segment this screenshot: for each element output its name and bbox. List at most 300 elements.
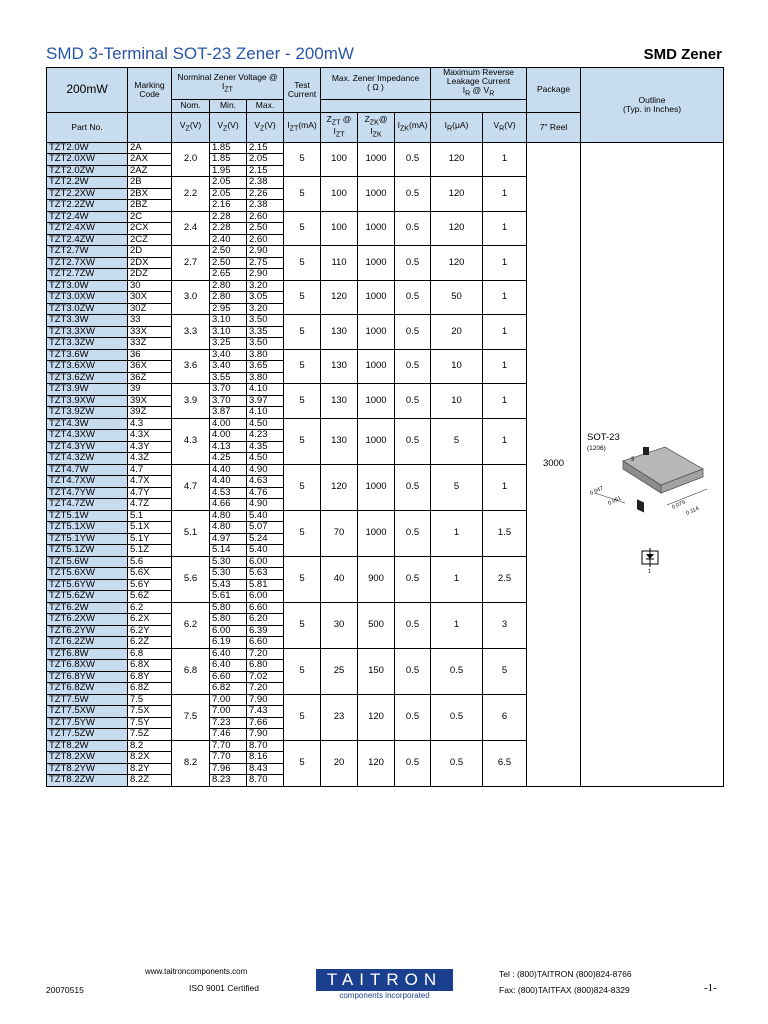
min-voltage-cell: 5.43 bbox=[210, 579, 247, 591]
nominal-voltage-cell: 2.7 bbox=[172, 246, 210, 281]
outline-cell bbox=[581, 142, 724, 786]
min-voltage-cell: 5.80 bbox=[210, 614, 247, 626]
min-voltage-cell: 4.00 bbox=[210, 418, 247, 430]
marking-code-cell: 6.2Y bbox=[128, 625, 172, 637]
marking-code-cell: 33X bbox=[128, 326, 172, 338]
max-voltage-cell: 5.24 bbox=[247, 533, 284, 545]
zener-symbol-icon bbox=[639, 548, 661, 574]
part-number-cell: TZT3.6XW bbox=[47, 361, 128, 373]
marking-code-cell: 6.8Z bbox=[128, 683, 172, 695]
ir-cell: 10 bbox=[431, 349, 483, 384]
part-number-cell: TZT6.8ZW bbox=[47, 683, 128, 695]
zzk-cell: 500 bbox=[358, 602, 395, 648]
max-voltage-cell: 3.50 bbox=[247, 315, 284, 327]
zzk-unit: $Z_{ZK}@$ $I_{ZK}$ bbox=[358, 112, 395, 142]
max-voltage-cell: 4.63 bbox=[247, 476, 284, 488]
marking-code-cell: 36 bbox=[128, 349, 172, 361]
vr-cell: 1 bbox=[483, 349, 527, 384]
part-number-cell: TZT5.6W bbox=[47, 556, 128, 568]
zzt-unit: $Z_{ZT}$ @ $I_{ZT}$ bbox=[321, 112, 358, 142]
marking-code-cell: 5.6Z bbox=[128, 591, 172, 603]
part-number-cell: TZT8.2ZW bbox=[47, 775, 128, 787]
max-voltage-cell: 2.26 bbox=[247, 188, 284, 200]
marking-code-cell: 4.7X bbox=[128, 476, 172, 488]
nominal-voltage-cell: 5.6 bbox=[172, 556, 210, 602]
zzk-cell: 1000 bbox=[358, 418, 395, 464]
part-number-cell: TZT2.7W bbox=[47, 246, 128, 258]
marking-code-cell: 2DX bbox=[128, 257, 172, 269]
vr-cell: 1 bbox=[483, 280, 527, 315]
max-voltage-cell: 3.35 bbox=[247, 326, 284, 338]
zzk-cell: 120 bbox=[358, 740, 395, 786]
marking-code-cell: 4.3 bbox=[128, 418, 172, 430]
zzt-cell: 100 bbox=[321, 177, 358, 212]
max-voltage-cell: 6.80 bbox=[247, 660, 284, 672]
izk-cell: 0.5 bbox=[395, 246, 431, 281]
vr-cell: 1 bbox=[483, 211, 527, 246]
nominal-voltage-cell: 8.2 bbox=[172, 740, 210, 786]
nominal-voltage-cell: 7.5 bbox=[172, 694, 210, 740]
izk-cell: 0.5 bbox=[395, 349, 431, 384]
part-number-cell: TZT3.0ZW bbox=[47, 303, 128, 315]
part-number-cell: TZT6.2ZW bbox=[47, 637, 128, 649]
part-number-cell: TZT8.2W bbox=[47, 740, 128, 752]
min-voltage-cell: 4.97 bbox=[210, 533, 247, 545]
part-number-cell: TZT2.0ZW bbox=[47, 165, 128, 177]
min-voltage-cell: 3.10 bbox=[210, 326, 247, 338]
izk-cell: 0.5 bbox=[395, 211, 431, 246]
min-voltage-cell: 2.40 bbox=[210, 234, 247, 246]
marking-code-cell: 2D bbox=[128, 246, 172, 258]
marking-code-cell: 2CZ bbox=[128, 234, 172, 246]
max-header: Max. bbox=[247, 99, 284, 112]
part-number-cell: TZT6.2XW bbox=[47, 614, 128, 626]
part-number-cell: TZT8.2YW bbox=[47, 763, 128, 775]
izk-cell: 0.5 bbox=[395, 177, 431, 212]
min-voltage-cell: 3.10 bbox=[210, 315, 247, 327]
min-voltage-cell: 4.40 bbox=[210, 476, 247, 488]
test-current-cell: 5 bbox=[284, 246, 321, 281]
part-number-cell: TZT6.8W bbox=[47, 648, 128, 660]
marking-code-cell: 30 bbox=[128, 280, 172, 292]
part-number-cell: TZT4.3XW bbox=[47, 430, 128, 442]
footer-iso: ISO 9001 Certified bbox=[189, 983, 259, 993]
zzk-cell: 120 bbox=[358, 694, 395, 740]
vr-cell: 1 bbox=[483, 315, 527, 350]
marking-code-cell: 4.7Z bbox=[128, 499, 172, 511]
max-voltage-cell: 7.90 bbox=[247, 729, 284, 741]
impedance-spacer bbox=[321, 99, 431, 112]
vr-cell: 6.5 bbox=[483, 740, 527, 786]
min-voltage-cell: 7.00 bbox=[210, 694, 247, 706]
part-number-cell: TZT3.6W bbox=[47, 349, 128, 361]
zzk-cell: 1000 bbox=[358, 142, 395, 177]
max-voltage-cell: 2.90 bbox=[247, 269, 284, 281]
min-voltage-cell: 3.25 bbox=[210, 338, 247, 350]
max-voltage-cell: 7.20 bbox=[247, 648, 284, 660]
min-voltage-cell: 5.30 bbox=[210, 556, 247, 568]
marking-code-cell: 6.8Y bbox=[128, 671, 172, 683]
part-number-cell: TZT7.5YW bbox=[47, 717, 128, 729]
zzk-cell: 1000 bbox=[358, 315, 395, 350]
max-voltage-cell: 2.05 bbox=[247, 154, 284, 166]
min-voltage-cell: 1.95 bbox=[210, 165, 247, 177]
nominal-voltage-cell: 6.8 bbox=[172, 648, 210, 694]
part-number-cell: TZT8.2XW bbox=[47, 752, 128, 764]
max-voltage-cell: 8.70 bbox=[247, 775, 284, 787]
part-number-cell: TZT4.3YW bbox=[47, 441, 128, 453]
nominal-voltage-cell: 4.3 bbox=[172, 418, 210, 464]
table-row bbox=[47, 142, 724, 154]
marking-code-cell: 2BX bbox=[128, 188, 172, 200]
min-voltage-cell: 4.80 bbox=[210, 510, 247, 522]
test-current-cell: 5 bbox=[284, 384, 321, 419]
nominal-voltage-cell: 3.6 bbox=[172, 349, 210, 384]
max-voltage-cell: 6.00 bbox=[247, 591, 284, 603]
marking-code-cell: 5.6X bbox=[128, 568, 172, 580]
min-voltage-cell: 7.23 bbox=[210, 717, 247, 729]
test-current-cell: 5 bbox=[284, 694, 321, 740]
test-current-cell: 5 bbox=[284, 315, 321, 350]
category-title: SMD Zener bbox=[643, 46, 722, 63]
max-voltage-cell: 7.90 bbox=[247, 694, 284, 706]
part-number-cell: TZT6.2W bbox=[47, 602, 128, 614]
test-current-cell: 5 bbox=[284, 556, 321, 602]
min-voltage-cell: 3.70 bbox=[210, 395, 247, 407]
max-voltage-cell: 4.90 bbox=[247, 499, 284, 511]
min-voltage-cell: 6.19 bbox=[210, 637, 247, 649]
part-number-cell: TZT7.5XW bbox=[47, 706, 128, 718]
min-voltage-cell: 3.40 bbox=[210, 349, 247, 361]
logo-wordmark: TAITRON bbox=[316, 969, 453, 991]
marking-code-cell: 5.6 bbox=[128, 556, 172, 568]
marking-code-cell: 8.2 bbox=[128, 740, 172, 752]
part-number-cell: TZT2.4W bbox=[47, 211, 128, 223]
part-number-cell: TZT3.9W bbox=[47, 384, 128, 396]
part-number-cell: TZT5.6YW bbox=[47, 579, 128, 591]
footer-tel: Tel : (800)TAITRON (800)824-8766 bbox=[499, 969, 632, 979]
part-no-header: Part No. bbox=[47, 112, 128, 142]
marking-code-cell: 33Z bbox=[128, 338, 172, 350]
zzk-cell: 1000 bbox=[358, 177, 395, 212]
izk-cell: 0.5 bbox=[395, 556, 431, 602]
max-voltage-cell: 4.10 bbox=[247, 384, 284, 396]
marking-code-cell: 5.1Z bbox=[128, 545, 172, 557]
part-number-cell: TZT3.9XW bbox=[47, 395, 128, 407]
min-voltage-cell: 1.85 bbox=[210, 154, 247, 166]
min-voltage-cell: 7.70 bbox=[210, 752, 247, 764]
min-voltage-cell: 2.80 bbox=[210, 292, 247, 304]
zzt-cell: 130 bbox=[321, 349, 358, 384]
part-number-cell: TZT3.6ZW bbox=[47, 372, 128, 384]
marking-code-cell: 5.6Y bbox=[128, 579, 172, 591]
vr-cell: 1 bbox=[483, 418, 527, 464]
dim1-label: 0.047 bbox=[589, 485, 605, 497]
max-voltage-cell: 7.66 bbox=[247, 717, 284, 729]
max-voltage-cell: 2.75 bbox=[247, 257, 284, 269]
max-voltage-cell: 5.81 bbox=[247, 579, 284, 591]
leakage-header: Maximum Reverse Leakage Current $I_R$ @ $V_R$ bbox=[431, 68, 527, 100]
nom-unit: $V_Z(V)$ bbox=[172, 112, 210, 142]
min-voltage-cell: 6.82 bbox=[210, 683, 247, 695]
min-voltage-cell: 4.00 bbox=[210, 430, 247, 442]
ir-cell: 5 bbox=[431, 464, 483, 510]
min-voltage-cell: 7.00 bbox=[210, 706, 247, 718]
zzk-cell: 1000 bbox=[358, 510, 395, 556]
zzt-cell: 120 bbox=[321, 464, 358, 510]
max-voltage-cell: 2.60 bbox=[247, 211, 284, 223]
zzk-cell: 1000 bbox=[358, 246, 395, 281]
nominal-voltage-cell: 5.1 bbox=[172, 510, 210, 556]
ir-cell: 120 bbox=[431, 142, 483, 177]
marking-code-cell: 5.1 bbox=[128, 510, 172, 522]
page-number: -1- bbox=[704, 982, 717, 994]
part-number-cell: TZT6.8XW bbox=[47, 660, 128, 672]
zzt-cell: 20 bbox=[321, 740, 358, 786]
marking-code-cell: 4.7Y bbox=[128, 487, 172, 499]
max-voltage-cell: 2.15 bbox=[247, 165, 284, 177]
part-number-cell: TZT2.0XW bbox=[47, 154, 128, 166]
zzt-cell: 110 bbox=[321, 246, 358, 281]
power-rating-header: 200mW bbox=[47, 68, 128, 113]
part-number-cell: TZT5.1ZW bbox=[47, 545, 128, 557]
min-voltage-cell: 2.16 bbox=[210, 200, 247, 212]
marking-code-cell: 39 bbox=[128, 384, 172, 396]
marking-code-cell: 30Z bbox=[128, 303, 172, 315]
ir-cell: 1 bbox=[431, 556, 483, 602]
max-voltage-cell: 6.39 bbox=[247, 625, 284, 637]
footer-website[interactable]: www.taitroncomponents.com bbox=[145, 967, 248, 976]
ir-cell: 120 bbox=[431, 177, 483, 212]
zzk-cell: 150 bbox=[358, 648, 395, 694]
min-voltage-cell: 2.50 bbox=[210, 257, 247, 269]
zzt-cell: 130 bbox=[321, 315, 358, 350]
min-voltage-cell: 6.40 bbox=[210, 648, 247, 660]
max-voltage-cell: 6.60 bbox=[247, 637, 284, 649]
min-voltage-cell: 3.70 bbox=[210, 384, 247, 396]
marking-code-cell: 2AX bbox=[128, 154, 172, 166]
vr-cell: 2.5 bbox=[483, 556, 527, 602]
max-voltage-cell: 3.65 bbox=[247, 361, 284, 373]
nominal-voltage-cell: 4.7 bbox=[172, 464, 210, 510]
min-voltage-cell: 8.23 bbox=[210, 775, 247, 787]
vr-cell: 1 bbox=[483, 177, 527, 212]
package-name: SOT-23 bbox=[587, 431, 620, 443]
marking-unit-spacer bbox=[128, 112, 172, 142]
izk-cell: 0.5 bbox=[395, 694, 431, 740]
vr-cell: 3 bbox=[483, 602, 527, 648]
test-current-cell: 5 bbox=[284, 349, 321, 384]
part-number-cell: TZT4.7XW bbox=[47, 476, 128, 488]
test-current-cell: 5 bbox=[284, 142, 321, 177]
max-voltage-cell: 7.02 bbox=[247, 671, 284, 683]
max-voltage-cell: 2.50 bbox=[247, 223, 284, 235]
test-current-cell: 5 bbox=[284, 602, 321, 648]
test-current-cell: 5 bbox=[284, 211, 321, 246]
marking-code-cell: 6.2 bbox=[128, 602, 172, 614]
nom-header: Nom. bbox=[172, 99, 210, 112]
marking-code-cell: 7.5X bbox=[128, 706, 172, 718]
part-number-cell: TZT5.1W bbox=[47, 510, 128, 522]
zener-spec-table bbox=[46, 67, 724, 787]
part-number-cell: TZT5.6ZW bbox=[47, 591, 128, 603]
marking-code-cell: 6.2Z bbox=[128, 637, 172, 649]
part-number-cell: TZT2.2XW bbox=[47, 188, 128, 200]
vr-cell: 6 bbox=[483, 694, 527, 740]
izk-cell: 0.5 bbox=[395, 142, 431, 177]
min-voltage-cell: 4.40 bbox=[210, 464, 247, 476]
max-voltage-cell: 6.60 bbox=[247, 602, 284, 614]
part-number-cell: TZT2.4XW bbox=[47, 223, 128, 235]
izk-cell: 0.5 bbox=[395, 464, 431, 510]
vr-cell: 1 bbox=[483, 384, 527, 419]
max-voltage-cell: 4.76 bbox=[247, 487, 284, 499]
zzt-cell: 120 bbox=[321, 280, 358, 315]
min-voltage-cell: 4.53 bbox=[210, 487, 247, 499]
part-number-cell: TZT4.7YW bbox=[47, 487, 128, 499]
part-number-cell: TZT7.5ZW bbox=[47, 729, 128, 741]
max-voltage-cell: 4.23 bbox=[247, 430, 284, 442]
test-current-cell: 5 bbox=[284, 280, 321, 315]
marking-code-cell: 7.5Z bbox=[128, 729, 172, 741]
max-voltage-cell: 8.70 bbox=[247, 740, 284, 752]
outline-header: Outline (Typ. in Inches) bbox=[581, 68, 724, 143]
part-number-cell: TZT3.9ZW bbox=[47, 407, 128, 419]
marking-code-cell: 2CX bbox=[128, 223, 172, 235]
max-voltage-cell: 8.16 bbox=[247, 752, 284, 764]
min-voltage-cell: 2.95 bbox=[210, 303, 247, 315]
taitron-logo bbox=[316, 969, 453, 1002]
test-current-cell: 5 bbox=[284, 464, 321, 510]
zzt-cell: 23 bbox=[321, 694, 358, 740]
max-voltage-cell: 5.07 bbox=[247, 522, 284, 534]
dim4-label: 0.114 bbox=[685, 505, 700, 517]
max-voltage-cell: 5.40 bbox=[247, 545, 284, 557]
test-current-cell: 5 bbox=[284, 418, 321, 464]
zzk-cell: 1000 bbox=[358, 349, 395, 384]
test-current-cell: 5 bbox=[284, 510, 321, 556]
min-voltage-cell: 2.05 bbox=[210, 177, 247, 189]
min-voltage-cell: 2.50 bbox=[210, 246, 247, 258]
min-voltage-cell: 5.80 bbox=[210, 602, 247, 614]
nominal-voltage-cell: 3.0 bbox=[172, 280, 210, 315]
ir-cell: 120 bbox=[431, 211, 483, 246]
marking-code-cell: 4.7 bbox=[128, 464, 172, 476]
max-voltage-cell: 4.50 bbox=[247, 453, 284, 465]
ir-cell: 120 bbox=[431, 246, 483, 281]
part-number-cell: TZT4.3ZW bbox=[47, 453, 128, 465]
test-current-cell: 5 bbox=[284, 648, 321, 694]
part-number-cell: TZT3.3ZW bbox=[47, 338, 128, 350]
marking-code-cell: 8.2Y bbox=[128, 763, 172, 775]
zzk-cell: 900 bbox=[358, 556, 395, 602]
min-voltage-cell: 7.70 bbox=[210, 740, 247, 752]
ir-cell: 50 bbox=[431, 280, 483, 315]
zzk-cell: 1000 bbox=[358, 211, 395, 246]
min-voltage-cell: 4.80 bbox=[210, 522, 247, 534]
ir-cell: 5 bbox=[431, 418, 483, 464]
marking-code-cell: 39X bbox=[128, 395, 172, 407]
max-voltage-cell: 3.05 bbox=[247, 292, 284, 304]
max-voltage-cell: 7.20 bbox=[247, 683, 284, 695]
marking-code-cell: 36X bbox=[128, 361, 172, 373]
zzt-cell: 30 bbox=[321, 602, 358, 648]
max-voltage-cell: 2.38 bbox=[247, 177, 284, 189]
min-voltage-cell: 7.46 bbox=[210, 729, 247, 741]
max-voltage-cell: 7.43 bbox=[247, 706, 284, 718]
part-number-cell: TZT4.7W bbox=[47, 464, 128, 476]
max-voltage-cell: 3.80 bbox=[247, 372, 284, 384]
vr-unit: $V_R(V)$ bbox=[483, 112, 527, 142]
min-voltage-cell: 6.40 bbox=[210, 660, 247, 672]
zzt-cell: 70 bbox=[321, 510, 358, 556]
min-voltage-cell: 4.25 bbox=[210, 453, 247, 465]
zzt-cell: 130 bbox=[321, 418, 358, 464]
marking-code-cell: 6.8X bbox=[128, 660, 172, 672]
marking-code-cell: 2AZ bbox=[128, 165, 172, 177]
min-unit: $V_Z(V)$ bbox=[210, 112, 247, 142]
min-header: Min. bbox=[210, 99, 247, 112]
max-voltage-cell: 6.20 bbox=[247, 614, 284, 626]
ir-cell: 20 bbox=[431, 315, 483, 350]
min-voltage-cell: 5.30 bbox=[210, 568, 247, 580]
part-number-cell: TZT5.1YW bbox=[47, 533, 128, 545]
zzt-cell: 40 bbox=[321, 556, 358, 602]
ir-cell: 10 bbox=[431, 384, 483, 419]
min-voltage-cell: 7.96 bbox=[210, 763, 247, 775]
min-voltage-cell: 6.60 bbox=[210, 671, 247, 683]
max-voltage-cell: 2.60 bbox=[247, 234, 284, 246]
max-voltage-cell: 3.20 bbox=[247, 280, 284, 292]
part-number-cell: TZT2.7ZW bbox=[47, 269, 128, 281]
marking-code-cell: 5.1Y bbox=[128, 533, 172, 545]
part-number-cell: TZT3.0W bbox=[47, 280, 128, 292]
min-voltage-cell: 2.65 bbox=[210, 269, 247, 281]
min-voltage-cell: 5.14 bbox=[210, 545, 247, 557]
min-voltage-cell: 6.00 bbox=[210, 625, 247, 637]
marking-code-cell: 5.1X bbox=[128, 522, 172, 534]
marking-code-cell: 33 bbox=[128, 315, 172, 327]
pin1-label: 1 bbox=[648, 568, 652, 574]
marking-code-cell: 8.2Z bbox=[128, 775, 172, 787]
izk-cell: 0.5 bbox=[395, 315, 431, 350]
package-header: Package bbox=[527, 68, 581, 113]
nominal-voltage-cell: 3.9 bbox=[172, 384, 210, 419]
max-voltage-cell: 3.80 bbox=[247, 349, 284, 361]
nominal-voltage-header: Norminal Zener Voltage @ $I_{ZT}$ bbox=[172, 68, 284, 100]
leakage-spacer bbox=[431, 99, 527, 112]
vr-cell: 1 bbox=[483, 464, 527, 510]
part-number-cell: TZT3.3XW bbox=[47, 326, 128, 338]
max-voltage-cell: 4.35 bbox=[247, 441, 284, 453]
reel-header: 7" Reel bbox=[527, 112, 581, 142]
pin3-label: 3 bbox=[631, 456, 635, 463]
marking-code-cell: 7.5Y bbox=[128, 717, 172, 729]
part-number-cell: TZT2.2ZW bbox=[47, 200, 128, 212]
zzk-cell: 1000 bbox=[358, 464, 395, 510]
marking-code-cell: 4.3X bbox=[128, 430, 172, 442]
ir-cell: 0.5 bbox=[431, 694, 483, 740]
zzt-cell: 25 bbox=[321, 648, 358, 694]
page-title: SMD 3-Terminal SOT-23 Zener - 200mW bbox=[46, 44, 354, 63]
max-voltage-cell: 4.10 bbox=[247, 407, 284, 419]
min-voltage-cell: 5.61 bbox=[210, 591, 247, 603]
vr-cell: 1.5 bbox=[483, 510, 527, 556]
part-number-cell: TZT6.2YW bbox=[47, 625, 128, 637]
zzk-cell: 1000 bbox=[358, 280, 395, 315]
nominal-voltage-cell: 2.2 bbox=[172, 177, 210, 212]
izk-cell: 0.5 bbox=[395, 280, 431, 315]
